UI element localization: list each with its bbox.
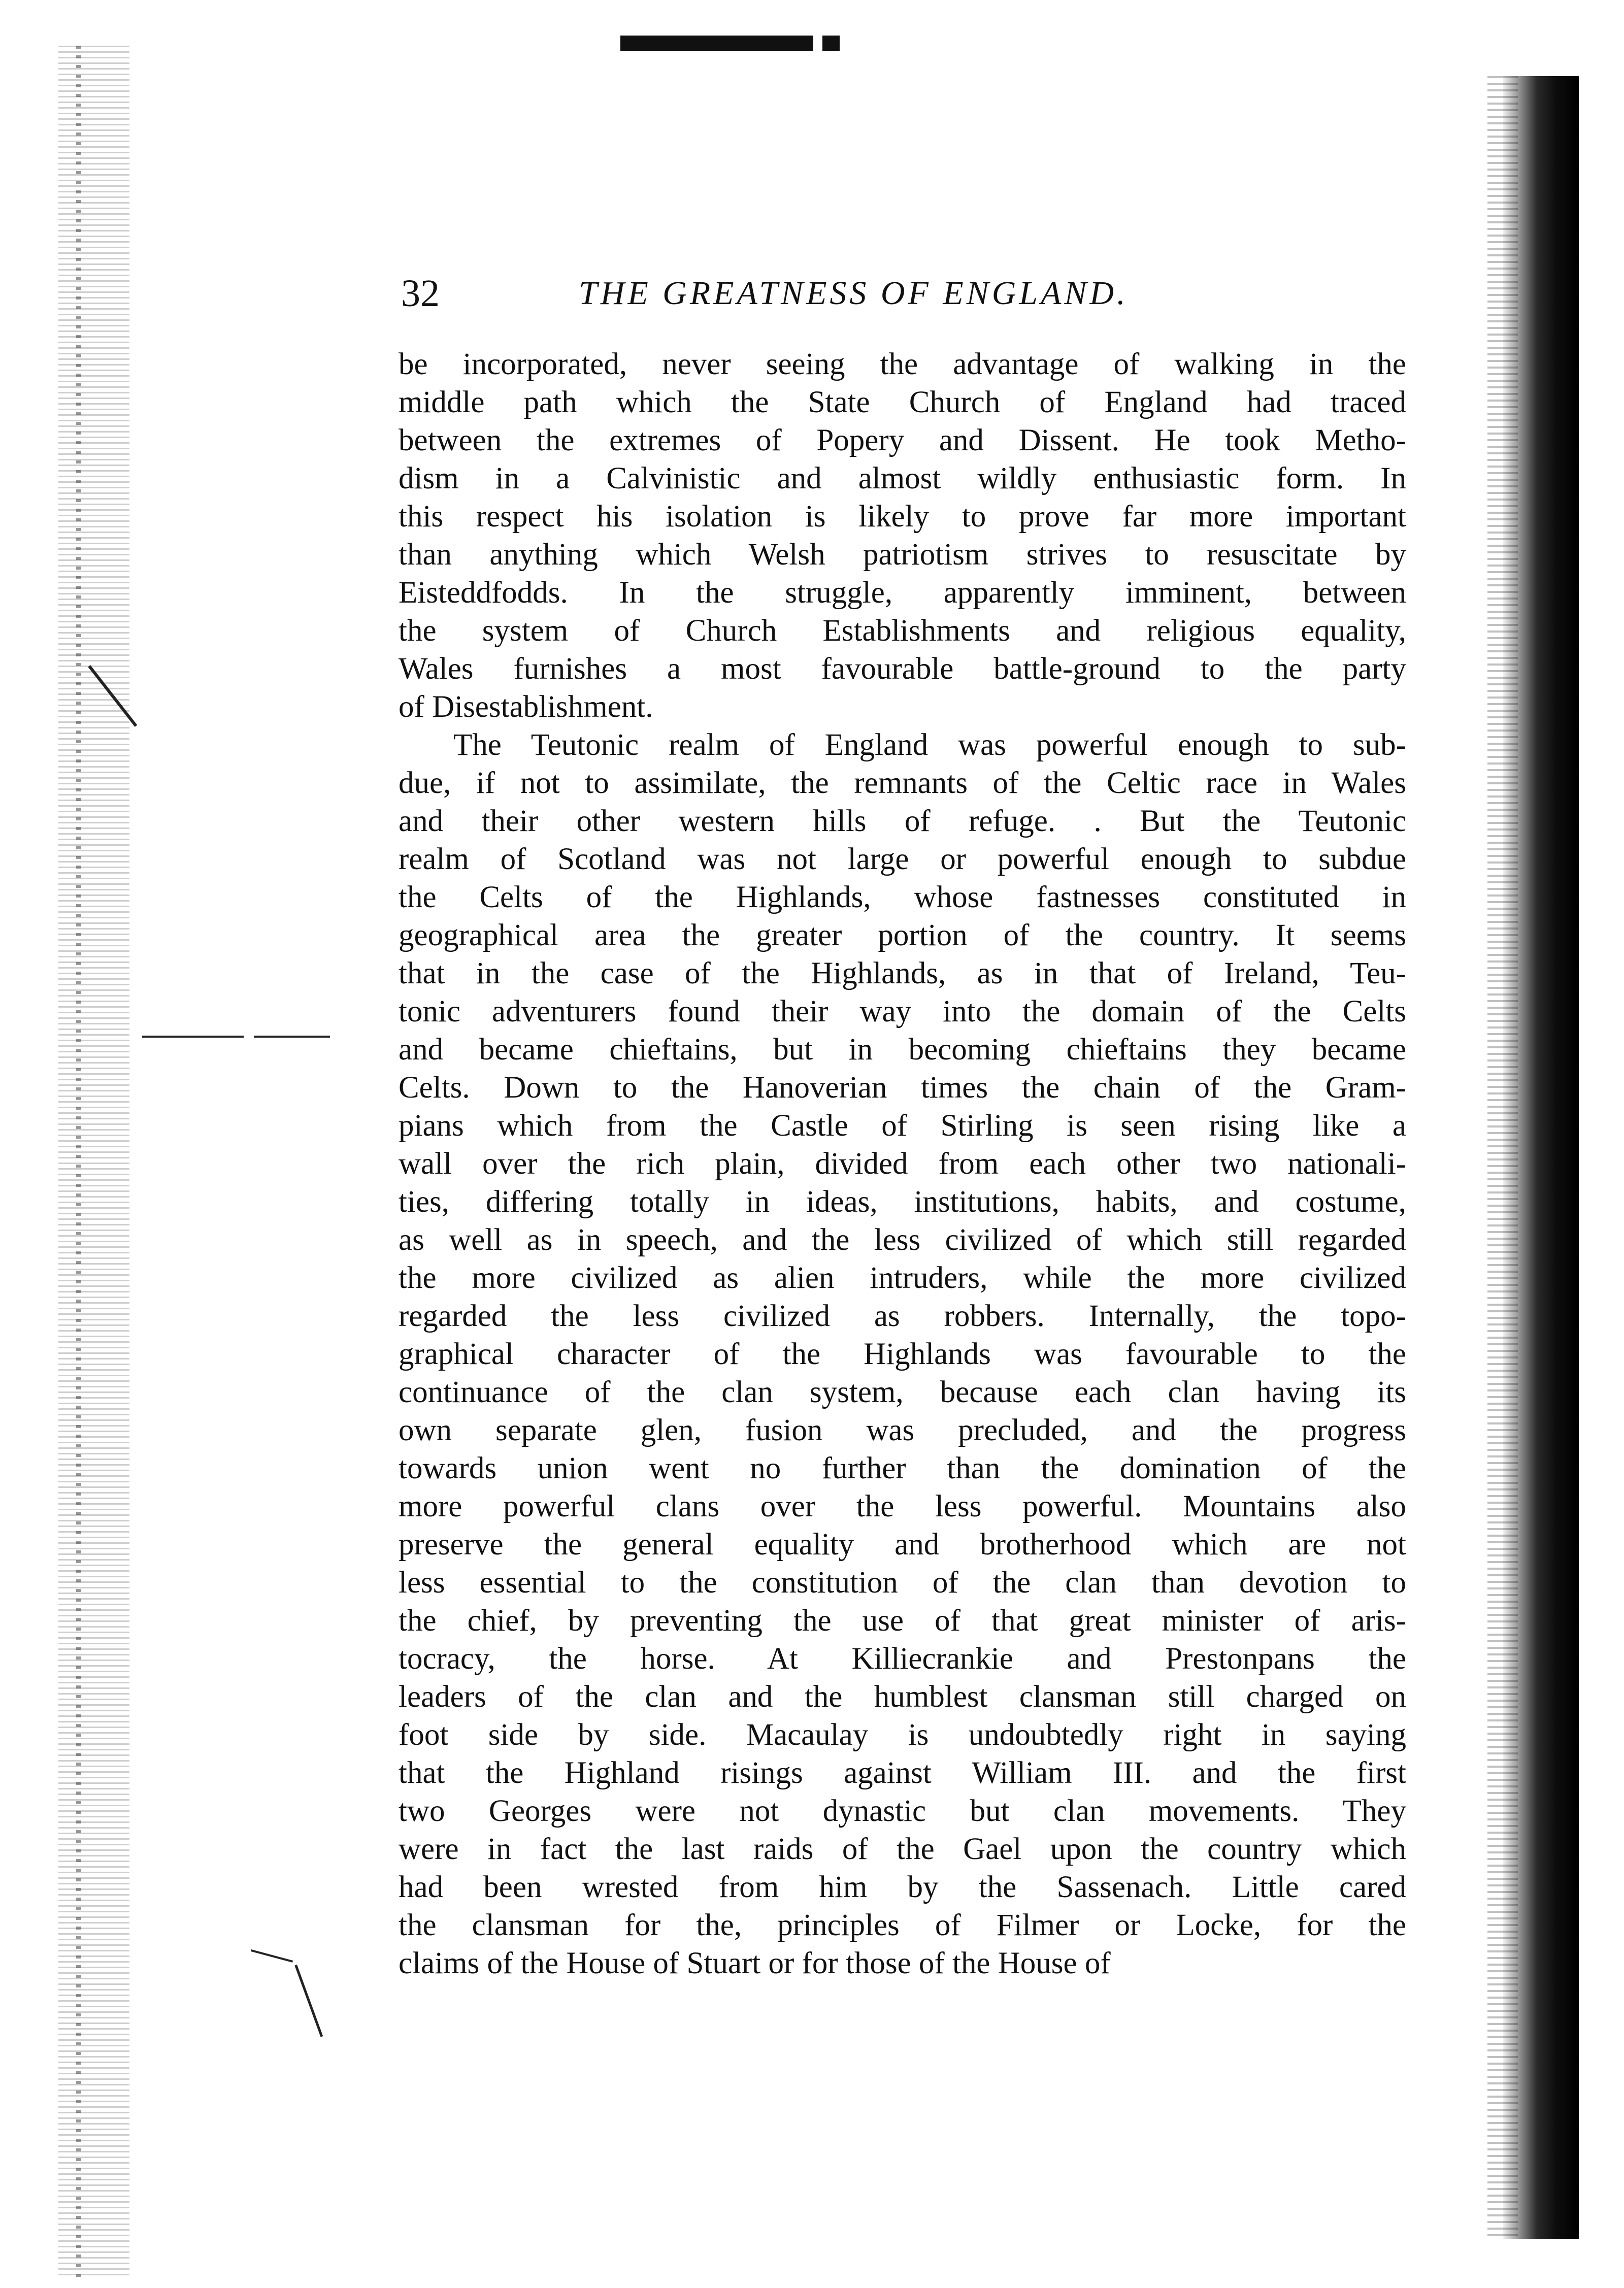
text-line: Celts. Down to the Hanoverian times the chain of the Gram- [399, 1071, 1406, 1105]
text-line: own separate glen, fusion was precluded, and the progress [399, 1413, 1406, 1447]
text-line: The Teutonic realm of England was powerful enough to sub- [453, 728, 1406, 762]
text-line: geographical area the greater portion of the country. It seems [399, 918, 1406, 952]
text-line: the system of Church Establishments and religious equality, [399, 614, 1406, 648]
text-line: middle path which the State Church of England had traced [399, 385, 1406, 419]
paragraph [399, 726, 1406, 1982]
scan-edge-left [58, 46, 129, 2279]
text-line: and became chieftains, but in becoming chieftains they became [399, 1033, 1406, 1067]
text-line: regarded the less civilized as robbers. Internally, the topo- [399, 1299, 1406, 1333]
text-line: that in the case of the Highlands, as in that of Ireland, Teu- [399, 956, 1406, 990]
text-line: tocracy, the horse. At Killiecrankie and Prestonpans the [399, 1642, 1406, 1676]
text-line: preserve the general equality and brotherhood which are not [399, 1528, 1406, 1562]
text-line: had been wrested from him by the Sassenach. Little cared [399, 1870, 1406, 1904]
scan-mark [620, 36, 813, 51]
text-line: tonic adventurers found their way into the domain of the Celts [399, 994, 1406, 1029]
text-line: continuance of the clan system, because each clan having its [399, 1375, 1406, 1409]
pencil-mark [254, 1036, 330, 1038]
text-line: Wales furnishes a most favourable battle-ground to the party [399, 652, 1406, 686]
body-text [399, 345, 1406, 1982]
text-line: leaders of the clan and the humblest clansman still charged on [399, 1680, 1406, 1714]
text-line: the chief, by preventing the use of that great minister of aris- [399, 1604, 1406, 1638]
text-line: foot side by side. Macaulay is undoubtedly right in saying [399, 1718, 1406, 1752]
paragraph [399, 345, 1406, 726]
text-line: this respect his isolation is likely to prove far more important [399, 500, 1406, 534]
page-header [401, 264, 1406, 320]
text-line: towards union went no further than the domination of the [399, 1451, 1406, 1485]
text-line: two Georges were not dynastic but clan movements. They [399, 1794, 1406, 1828]
text-line: that the Highland risings against William III. and the first [399, 1756, 1406, 1790]
scan-edge-right-noise [1487, 76, 1518, 2239]
text-line: than anything which Welsh patriotism strives to resuscitate by [399, 538, 1406, 572]
text-line: less essential to the constitution of the clan than devotion to [399, 1566, 1406, 1600]
text-line: pians which from the Castle of Stirling is seen rising like a [399, 1109, 1406, 1143]
text-line: realm of Scotland was not large or powerful enough to subdue [399, 842, 1406, 876]
page-number: 32 [401, 272, 440, 315]
text-line: the clansman for the, principles of Filmer or Locke, for the [399, 1908, 1406, 1942]
pencil-mark [251, 1949, 293, 1963]
text-line: claims of the House of Stuart or for those of the House of [399, 1946, 1111, 1980]
text-line: ties, differing totally in ideas, institutions, habits, and costume, [399, 1185, 1406, 1219]
pencil-mark [142, 1036, 244, 1038]
text-line: wall over the rich plain, divided from each other two nationali- [399, 1147, 1406, 1181]
text-line: be incorporated, never seeing the advantage of walking in the [399, 347, 1406, 381]
text-line: the more civilized as alien intruders, while the more civilized [399, 1261, 1406, 1295]
text-line: as well as in speech, and the less civilized of which still regarded [399, 1223, 1406, 1257]
text-line: graphical character of the Highlands was favourable to the [399, 1337, 1406, 1371]
text-line: due, if not to assimilate, the remnants of the Celtic race in Wales [399, 766, 1406, 800]
text-line: between the extremes of Popery and Dissent. He took Metho- [399, 423, 1406, 457]
text-line: more powerful clans over the less powerful. Mountains also [399, 1489, 1406, 1523]
scan-edge-left-binding [76, 46, 81, 2279]
running-head: THE GREATNESS OF ENGLAND. [579, 275, 1129, 312]
pencil-mark [294, 1965, 323, 2037]
text-line: Eisteddfodds. In the struggle, apparently imminent, between [399, 576, 1406, 610]
text-line: dism in a Calvinistic and almost wildly enthusiastic form. In [399, 461, 1406, 495]
text-line: were in fact the last raids of the Gael upon the country which [399, 1832, 1406, 1866]
text-line: and their other western hills of refuge. . But the Teutonic [399, 804, 1406, 838]
text-line: of Disestablishment. [399, 690, 653, 724]
text-line: the Celts of the Highlands, whose fastnesses constituted in [399, 880, 1406, 914]
